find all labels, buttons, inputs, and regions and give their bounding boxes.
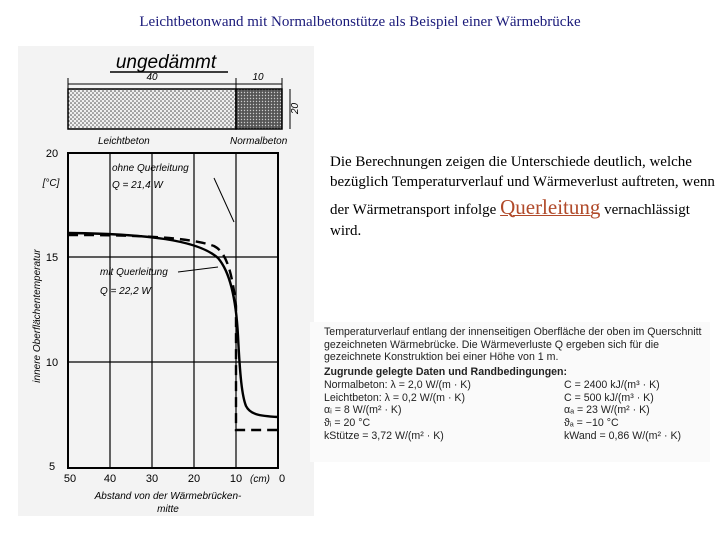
caption-cell: αᵢ = 8 W/(m² · K) (324, 404, 402, 417)
highlight-term: Querleitung (500, 194, 601, 219)
label-lightweight-concrete: Leichtbeton (98, 136, 150, 147)
y-axis-label: innere Oberflächentemperatur (32, 249, 43, 383)
curve-with-cross-conduction (68, 233, 278, 417)
curve-without-cross-conduction (68, 235, 278, 430)
lightweight-concrete-section (68, 89, 236, 129)
caption-cell: Normalbeton: λ = 2,0 W/(m · K) (324, 378, 471, 391)
page-title: Leichtbetonwand mit Normalbetonstütze als Beispiel einer Wärmebrücke (139, 14, 581, 30)
label-q-without: Q = 21,4 W (112, 180, 163, 191)
diagram-scan (18, 46, 314, 516)
x-tick: 0 (278, 473, 286, 485)
x-tick: 30 (145, 473, 159, 485)
x-tick: 50 (63, 473, 77, 485)
description-text-end: vernachlässigt wird. (330, 201, 690, 239)
label-normal-concrete: Normalbeton (230, 136, 288, 147)
caption-cell: ϑᵢ = 20 °C (324, 416, 371, 429)
caption-row (310, 392, 710, 405)
description-paragraph (330, 152, 720, 241)
caption-cell: C = 2400 kJ/(m³ · K) (564, 378, 660, 391)
x-tick: 10 (229, 473, 243, 485)
dim-height-label: 20 (290, 102, 301, 114)
caption-cell: C = 500 kJ/(m³ · K) (564, 391, 654, 404)
y-tick: 15 (45, 252, 59, 264)
caption-cell: αₐ = 23 W/(m² · K) (564, 404, 650, 417)
caption-row (310, 417, 710, 430)
x-tick: 40 (103, 473, 117, 485)
figure-caption (310, 322, 710, 462)
diagram-header: ungedämmt (115, 52, 217, 73)
x-unit: (cm) (250, 474, 270, 485)
caption-heading: Zugrunde gelegte Daten und Randbedingungen: (324, 366, 568, 379)
x-axis-label-line2: mitte (157, 504, 179, 515)
dim-width-label: 40 (146, 72, 158, 83)
caption-cell: kWand = 0,86 W/(m² · K) (564, 429, 682, 442)
caption-row (310, 379, 710, 392)
caption-intro: Temperaturverlauf entlang der innenseitigen Oberfläche der oben im Querschnitt gezeichneten Wärmebrücke. Die Wärmeverluste Q ergeben sich für die gezeichnete Konstruktion bei einer Höhe von 1 m. (324, 326, 702, 364)
x-axis-label-line1: Abstand von der Wärmebrücken- (94, 491, 242, 502)
y-tick: 10 (45, 357, 59, 369)
x-tick: 20 (187, 473, 201, 485)
label-q-with: Q = 22,2 W (100, 286, 151, 297)
pointer-line (178, 267, 218, 272)
caption-cell: kStütze = 3,72 W/(m² · K) (324, 429, 444, 442)
normal-concrete-column (236, 89, 282, 129)
y-tick: 20 (45, 148, 59, 160)
caption-row (310, 404, 710, 417)
caption-row (310, 430, 710, 443)
pointer-line (214, 178, 234, 222)
plot-frame (68, 153, 278, 468)
dim-column-label: 10 (252, 72, 264, 83)
description-text: Die Berechnungen zeigen die Unterschiede deutlich, welche bezüglich Temperaturverlauf und Wärmeverlust auftreten, wenn der Wärmetransport infolge (330, 154, 715, 218)
temperature-diagram (18, 46, 314, 516)
caption-cell: ϑₐ = −10 °C (564, 416, 619, 429)
label-without-cross-conduction: ohne Querleitung (112, 163, 189, 174)
label-with-cross-conduction: mit Querleitung (100, 267, 168, 278)
caption-cell: Leichtbeton: λ = 0,2 W/(m · K) (324, 391, 466, 404)
y-tick: 5 (48, 461, 56, 473)
y-unit: [°C] (42, 178, 60, 189)
